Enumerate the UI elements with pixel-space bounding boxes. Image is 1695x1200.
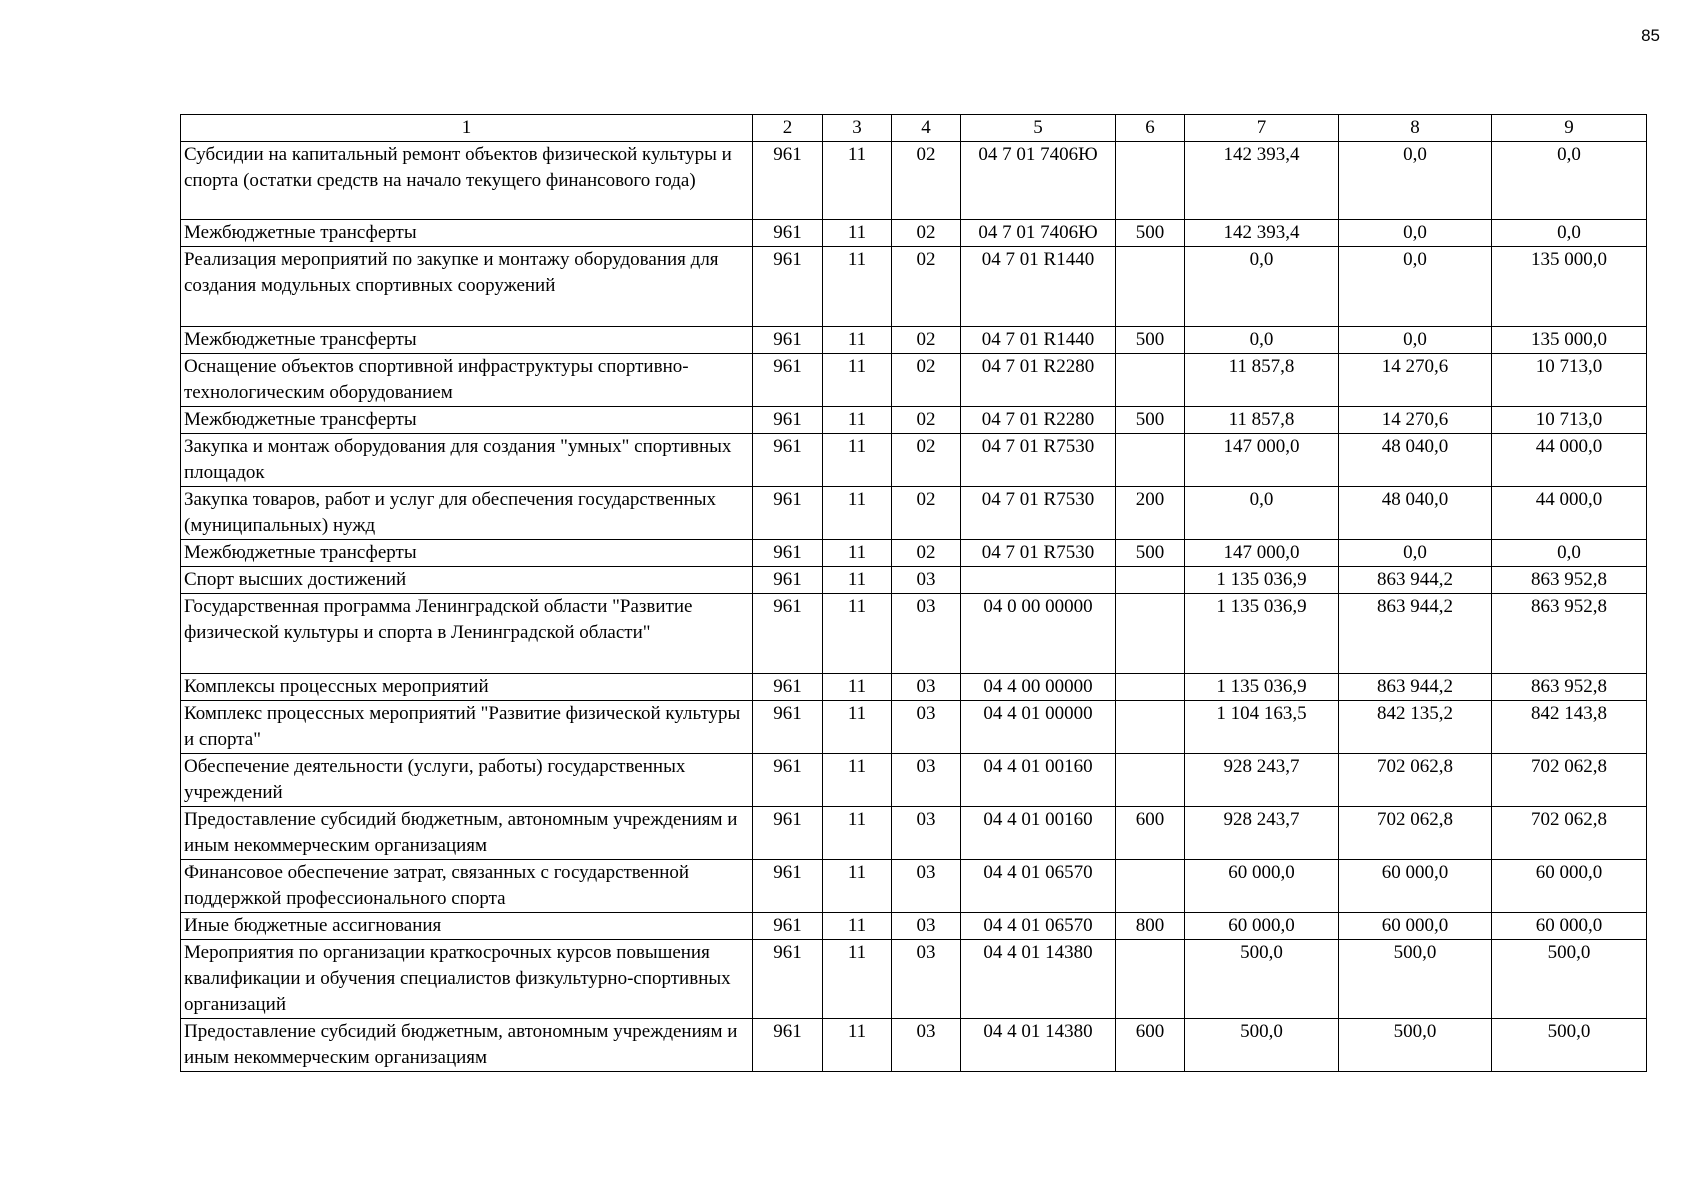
cell-admin-code: 961 xyxy=(753,940,823,1019)
cell-amount-col9: 0,0 xyxy=(1492,142,1647,220)
cell-name: Спорт высших достижений xyxy=(181,567,753,594)
table-row xyxy=(181,327,1647,354)
cell-name: Предоставление субсидий бюджетным, автономным учреждениям и иным некоммерческим организациям xyxy=(181,807,753,860)
cell-expense-type: 500 xyxy=(1116,327,1185,354)
header-row xyxy=(181,115,1647,142)
cell-section: 11 xyxy=(823,247,892,327)
col-header-9: 9 xyxy=(1492,115,1647,142)
cell-expense-type: 600 xyxy=(1116,1019,1185,1072)
cell-name: Межбюджетные трансферты xyxy=(181,407,753,434)
cell-subsection: 03 xyxy=(892,674,961,701)
cell-section: 11 xyxy=(823,1019,892,1072)
cell-admin-code: 961 xyxy=(753,247,823,327)
cell-admin-code: 961 xyxy=(753,674,823,701)
cell-expense-type xyxy=(1116,940,1185,1019)
cell-subsection: 02 xyxy=(892,220,961,247)
cell-expense-type xyxy=(1116,754,1185,807)
cell-amount-col7: 142 393,4 xyxy=(1185,142,1339,220)
cell-section: 11 xyxy=(823,407,892,434)
cell-expense-type: 800 xyxy=(1116,913,1185,940)
cell-admin-code: 961 xyxy=(753,327,823,354)
col-header-8: 8 xyxy=(1339,115,1492,142)
cell-admin-code: 961 xyxy=(753,434,823,487)
table-row xyxy=(181,434,1647,487)
cell-amount-col7: 0,0 xyxy=(1185,327,1339,354)
cell-amount-col9: 842 143,8 xyxy=(1492,701,1647,754)
cell-admin-code: 961 xyxy=(753,142,823,220)
cell-target-article: 04 4 01 00160 xyxy=(961,807,1116,860)
cell-name: Предоставление субсидий бюджетным, автономным учреждениям и иным некоммерческим организациям xyxy=(181,1019,753,1072)
cell-amount-col8: 0,0 xyxy=(1339,540,1492,567)
cell-amount-col7: 60 000,0 xyxy=(1185,860,1339,913)
cell-section: 11 xyxy=(823,674,892,701)
cell-name: Закупка товаров, работ и услуг для обеспечения государственных (муниципальных) нужд xyxy=(181,487,753,540)
cell-expense-type xyxy=(1116,354,1185,407)
col-header-3: 3 xyxy=(823,115,892,142)
cell-name: Межбюджетные трансферты xyxy=(181,220,753,247)
cell-amount-col9: 500,0 xyxy=(1492,940,1647,1019)
cell-amount-col9: 44 000,0 xyxy=(1492,487,1647,540)
cell-subsection: 03 xyxy=(892,807,961,860)
table-row xyxy=(181,754,1647,807)
cell-expense-type xyxy=(1116,701,1185,754)
cell-name: Обеспечение деятельности (услуги, работы) государственных учреждений xyxy=(181,754,753,807)
cell-section: 11 xyxy=(823,567,892,594)
cell-amount-col8: 48 040,0 xyxy=(1339,434,1492,487)
cell-target-article: 04 7 01 7406Ю xyxy=(961,220,1116,247)
cell-name: Субсидии на капитальный ремонт объектов физической культуры и спорта (остатки средств на начало текущего финансового года) xyxy=(181,142,753,220)
table-row xyxy=(181,567,1647,594)
cell-target-article: 04 4 01 14380 xyxy=(961,940,1116,1019)
cell-name: Комплексы процессных мероприятий xyxy=(181,674,753,701)
cell-subsection: 03 xyxy=(892,1019,961,1072)
page-number: 85 xyxy=(1641,26,1660,45)
cell-subsection: 02 xyxy=(892,407,961,434)
cell-amount-col7: 928 243,7 xyxy=(1185,754,1339,807)
cell-amount-col8: 702 062,8 xyxy=(1339,754,1492,807)
cell-name: Комплекс процессных мероприятий "Развитие физической культуры и спорта" xyxy=(181,701,753,754)
table-row xyxy=(181,674,1647,701)
cell-amount-col8: 863 944,2 xyxy=(1339,674,1492,701)
table-row xyxy=(181,540,1647,567)
cell-section: 11 xyxy=(823,540,892,567)
cell-amount-col8: 60 000,0 xyxy=(1339,913,1492,940)
table-row xyxy=(181,407,1647,434)
cell-name: Межбюджетные трансферты xyxy=(181,540,753,567)
cell-subsection: 02 xyxy=(892,540,961,567)
cell-expense-type: 200 xyxy=(1116,487,1185,540)
cell-target-article: 04 7 01 R1440 xyxy=(961,247,1116,327)
cell-target-article: 04 7 01 R2280 xyxy=(961,354,1116,407)
cell-amount-col7: 142 393,4 xyxy=(1185,220,1339,247)
cell-expense-type xyxy=(1116,860,1185,913)
cell-name: Иные бюджетные ассигнования xyxy=(181,913,753,940)
cell-expense-type xyxy=(1116,594,1185,674)
cell-subsection: 02 xyxy=(892,354,961,407)
cell-amount-col7: 11 857,8 xyxy=(1185,354,1339,407)
cell-expense-type xyxy=(1116,674,1185,701)
cell-amount-col8: 60 000,0 xyxy=(1339,860,1492,913)
cell-subsection: 02 xyxy=(892,142,961,220)
cell-expense-type: 500 xyxy=(1116,407,1185,434)
cell-expense-type: 500 xyxy=(1116,220,1185,247)
cell-amount-col9: 44 000,0 xyxy=(1492,434,1647,487)
table-row xyxy=(181,354,1647,407)
cell-expense-type xyxy=(1116,247,1185,327)
cell-section: 11 xyxy=(823,860,892,913)
cell-name: Государственная программа Ленинградской области "Развитие физической культуры и спорта в Ленинградской области" xyxy=(181,594,753,674)
col-header-4: 4 xyxy=(892,115,961,142)
cell-amount-col8: 863 944,2 xyxy=(1339,594,1492,674)
col-header-1: 1 xyxy=(181,115,753,142)
cell-target-article: 04 0 00 00000 xyxy=(961,594,1116,674)
cell-amount-col8: 48 040,0 xyxy=(1339,487,1492,540)
cell-amount-col8: 0,0 xyxy=(1339,247,1492,327)
table-row xyxy=(181,594,1647,674)
cell-amount-col8: 14 270,6 xyxy=(1339,407,1492,434)
table-body xyxy=(181,142,1647,1072)
cell-target-article: 04 7 01 R2280 xyxy=(961,407,1116,434)
cell-amount-col9: 863 952,8 xyxy=(1492,674,1647,701)
cell-amount-col7: 147 000,0 xyxy=(1185,540,1339,567)
table-row xyxy=(181,860,1647,913)
cell-amount-col7: 0,0 xyxy=(1185,487,1339,540)
cell-admin-code: 961 xyxy=(753,860,823,913)
cell-target-article: 04 7 01 R7530 xyxy=(961,434,1116,487)
col-header-2: 2 xyxy=(753,115,823,142)
cell-subsection: 03 xyxy=(892,754,961,807)
cell-amount-col9: 60 000,0 xyxy=(1492,860,1647,913)
cell-name: Оснащение объектов спортивной инфраструктуры спортивно-технологическим оборудованием xyxy=(181,354,753,407)
cell-target-article: 04 7 01 R7530 xyxy=(961,540,1116,567)
cell-subsection: 02 xyxy=(892,247,961,327)
cell-amount-col9: 863 952,8 xyxy=(1492,594,1647,674)
cell-subsection: 03 xyxy=(892,940,961,1019)
cell-name: Мероприятия по организации краткосрочных курсов повышения квалификации и обучения специалистов физкультурно-спортивных организаций xyxy=(181,940,753,1019)
cell-amount-col8: 0,0 xyxy=(1339,220,1492,247)
cell-subsection: 03 xyxy=(892,913,961,940)
cell-target-article: 04 4 01 14380 xyxy=(961,1019,1116,1072)
cell-amount-col7: 11 857,8 xyxy=(1185,407,1339,434)
cell-expense-type: 600 xyxy=(1116,807,1185,860)
table-row xyxy=(181,487,1647,540)
cell-amount-col8: 500,0 xyxy=(1339,1019,1492,1072)
cell-target-article: 04 4 00 00000 xyxy=(961,674,1116,701)
col-header-7: 7 xyxy=(1185,115,1339,142)
cell-amount-col9: 135 000,0 xyxy=(1492,247,1647,327)
cell-section: 11 xyxy=(823,327,892,354)
cell-amount-col9: 500,0 xyxy=(1492,1019,1647,1072)
cell-amount-col7: 60 000,0 xyxy=(1185,913,1339,940)
cell-amount-col7: 1 135 036,9 xyxy=(1185,594,1339,674)
cell-subsection: 03 xyxy=(892,567,961,594)
cell-amount-col8: 500,0 xyxy=(1339,940,1492,1019)
cell-target-article: 04 7 01 R7530 xyxy=(961,487,1116,540)
cell-subsection: 02 xyxy=(892,327,961,354)
cell-admin-code: 961 xyxy=(753,594,823,674)
cell-expense-type: 500 xyxy=(1116,540,1185,567)
cell-amount-col9: 702 062,8 xyxy=(1492,754,1647,807)
cell-target-article: 04 4 01 06570 xyxy=(961,913,1116,940)
cell-admin-code: 961 xyxy=(753,913,823,940)
cell-amount-col9: 0,0 xyxy=(1492,220,1647,247)
cell-admin-code: 961 xyxy=(753,407,823,434)
cell-target-article: 04 4 01 06570 xyxy=(961,860,1116,913)
table-row xyxy=(181,1019,1647,1072)
cell-section: 11 xyxy=(823,701,892,754)
table-row xyxy=(181,807,1647,860)
cell-section: 11 xyxy=(823,913,892,940)
cell-subsection: 03 xyxy=(892,860,961,913)
cell-admin-code: 961 xyxy=(753,487,823,540)
cell-section: 11 xyxy=(823,220,892,247)
cell-amount-col7: 500,0 xyxy=(1185,1019,1339,1072)
cell-section: 11 xyxy=(823,807,892,860)
cell-amount-col7: 1 135 036,9 xyxy=(1185,674,1339,701)
cell-admin-code: 961 xyxy=(753,567,823,594)
cell-amount-col7: 1 104 163,5 xyxy=(1185,701,1339,754)
cell-admin-code: 961 xyxy=(753,1019,823,1072)
cell-subsection: 02 xyxy=(892,487,961,540)
table-row xyxy=(181,220,1647,247)
cell-section: 11 xyxy=(823,434,892,487)
cell-expense-type xyxy=(1116,434,1185,487)
cell-section: 11 xyxy=(823,142,892,220)
cell-amount-col8: 842 135,2 xyxy=(1339,701,1492,754)
cell-target-article: 04 7 01 R1440 xyxy=(961,327,1116,354)
cell-amount-col8: 863 944,2 xyxy=(1339,567,1492,594)
col-header-6: 6 xyxy=(1116,115,1185,142)
cell-name: Межбюджетные трансферты xyxy=(181,327,753,354)
cell-subsection: 02 xyxy=(892,434,961,487)
table-row xyxy=(181,913,1647,940)
table-row xyxy=(181,940,1647,1019)
cell-amount-col7: 500,0 xyxy=(1185,940,1339,1019)
cell-subsection: 03 xyxy=(892,594,961,674)
cell-expense-type xyxy=(1116,142,1185,220)
cell-amount-col7: 147 000,0 xyxy=(1185,434,1339,487)
cell-target-article: 04 4 01 00000 xyxy=(961,701,1116,754)
cell-amount-col8: 0,0 xyxy=(1339,142,1492,220)
table-row xyxy=(181,247,1647,327)
table-row xyxy=(181,142,1647,220)
cell-admin-code: 961 xyxy=(753,807,823,860)
cell-amount-col7: 0,0 xyxy=(1185,247,1339,327)
cell-admin-code: 961 xyxy=(753,754,823,807)
cell-amount-col9: 0,0 xyxy=(1492,540,1647,567)
cell-section: 11 xyxy=(823,594,892,674)
cell-section: 11 xyxy=(823,754,892,807)
budget-table xyxy=(180,114,1647,1072)
cell-subsection: 03 xyxy=(892,701,961,754)
table-row xyxy=(181,701,1647,754)
cell-admin-code: 961 xyxy=(753,701,823,754)
cell-amount-col9: 702 062,8 xyxy=(1492,807,1647,860)
cell-amount-col7: 1 135 036,9 xyxy=(1185,567,1339,594)
cell-amount-col9: 10 713,0 xyxy=(1492,354,1647,407)
cell-amount-col9: 10 713,0 xyxy=(1492,407,1647,434)
cell-amount-col9: 60 000,0 xyxy=(1492,913,1647,940)
cell-target-article: 04 4 01 00160 xyxy=(961,754,1116,807)
cell-name: Реализация мероприятий по закупке и монтажу оборудования для создания модульных спортивных сооружений xyxy=(181,247,753,327)
cell-name: Финансовое обеспечение затрат, связанных с государственной поддержкой профессионального спорта xyxy=(181,860,753,913)
cell-amount-col8: 14 270,6 xyxy=(1339,354,1492,407)
cell-target-article xyxy=(961,567,1116,594)
cell-section: 11 xyxy=(823,354,892,407)
cell-admin-code: 961 xyxy=(753,354,823,407)
cell-amount-col8: 702 062,8 xyxy=(1339,807,1492,860)
col-header-5: 5 xyxy=(961,115,1116,142)
cell-section: 11 xyxy=(823,487,892,540)
cell-amount-col9: 863 952,8 xyxy=(1492,567,1647,594)
cell-amount-col7: 928 243,7 xyxy=(1185,807,1339,860)
cell-admin-code: 961 xyxy=(753,220,823,247)
cell-admin-code: 961 xyxy=(753,540,823,567)
cell-amount-col8: 0,0 xyxy=(1339,327,1492,354)
cell-expense-type xyxy=(1116,567,1185,594)
cell-section: 11 xyxy=(823,940,892,1019)
cell-name: Закупка и монтаж оборудования для создания "умных" спортивных площадок xyxy=(181,434,753,487)
cell-target-article: 04 7 01 7406Ю xyxy=(961,142,1116,220)
cell-amount-col9: 135 000,0 xyxy=(1492,327,1647,354)
